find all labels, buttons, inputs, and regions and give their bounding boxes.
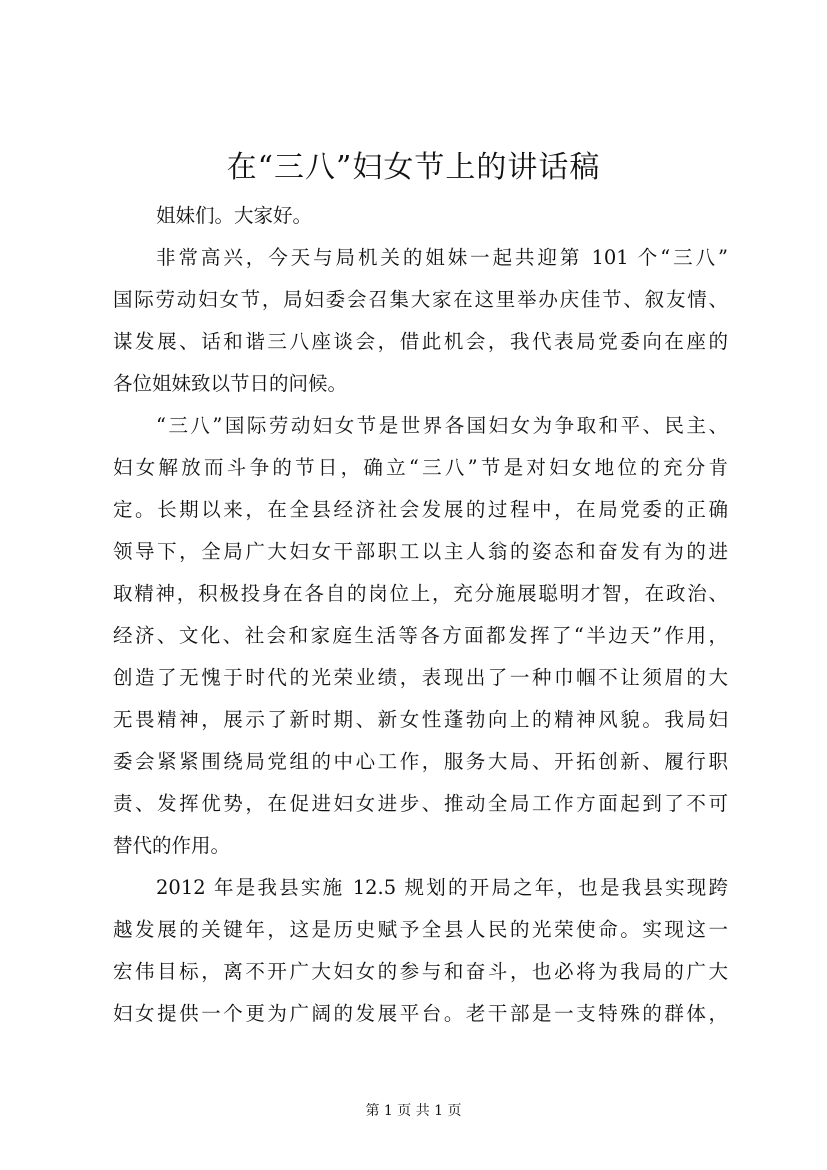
document-title: 在“三八”妇女节上的讲话稿 [226,150,601,185]
paragraph [113,195,728,237]
paragraph-line: 妇女提供一个更为广阔的发展平台。老干部是一支特殊的群体， [113,1002,728,1025]
paragraph-line: 越发展的关键年，这是历史赋予全县人民的光荣使命。实现这一 [113,918,728,941]
paragraph-line: 无畏精神，展示了新时期、新女性蓬勃向上的精神风貌。我局妇 [113,708,728,731]
paragraph [113,867,728,1035]
paragraph-line: 姐妹们。大家好。 [156,204,313,227]
paragraph-line: 创造了无愧于时代的光荣业绩，表现出了一种巾帼不让须眉的大 [113,666,728,689]
paragraph [113,405,728,867]
paragraph-line: 取精神，积极投身在各自的岗位上，充分施展聪明才智，在政治、 [113,582,728,605]
paragraph-line: 非常高兴，今天与局机关的姐妹一起共迎第 101 个“三八” [156,246,728,269]
paragraph-line: 妇女解放而斗争的节日，确立“三八”节是对妇女地位的充分肯 [113,456,728,479]
paragraph-line: 定。长期以来，在全县经济社会发展的过程中，在局党委的正确 [113,498,728,521]
document-body [113,195,728,1035]
paragraph-line: 责、发挥优势，在促进妇女进步、推动全局工作方面起到了不可 [113,792,728,815]
paragraph-line: 国际劳动妇女节，局妇委会召集大家在这里举办庆佳节、叙友情、 [113,288,728,311]
paragraph-line: “三八”国际劳动妇女节是世界各国妇女为争取和平、民主、 [156,414,728,437]
paragraph [113,237,728,405]
page-number-footer: 第 1 页 共 1 页 [365,1103,462,1119]
paragraph-line: 谋发展、话和谐三八座谈会，借此机会，我代表局党委向在座的 [113,330,728,353]
paragraph-line: 2012 年是我县实施 12.5 规划的开局之年，也是我县实现跨 [156,876,728,899]
paragraph-line: 各位姐妹致以节日的问候。 [113,372,348,395]
paragraph-line: 委会紧紧围绕局党组的中心工作，服务大局、开拓创新、履行职 [113,750,728,773]
paragraph-line: 替代的作用。 [113,834,231,857]
paragraph-line: 领导下，全局广大妇女干部职工以主人翁的姿态和奋发有为的进 [113,540,728,563]
paragraph-line: 宏伟目标，离不开广大妇女的参与和奋斗，也必将为我局的广大 [113,960,728,983]
paragraph-line: 经济、文化、社会和家庭生活等各方面都发挥了“半边天”作用， [113,624,728,647]
